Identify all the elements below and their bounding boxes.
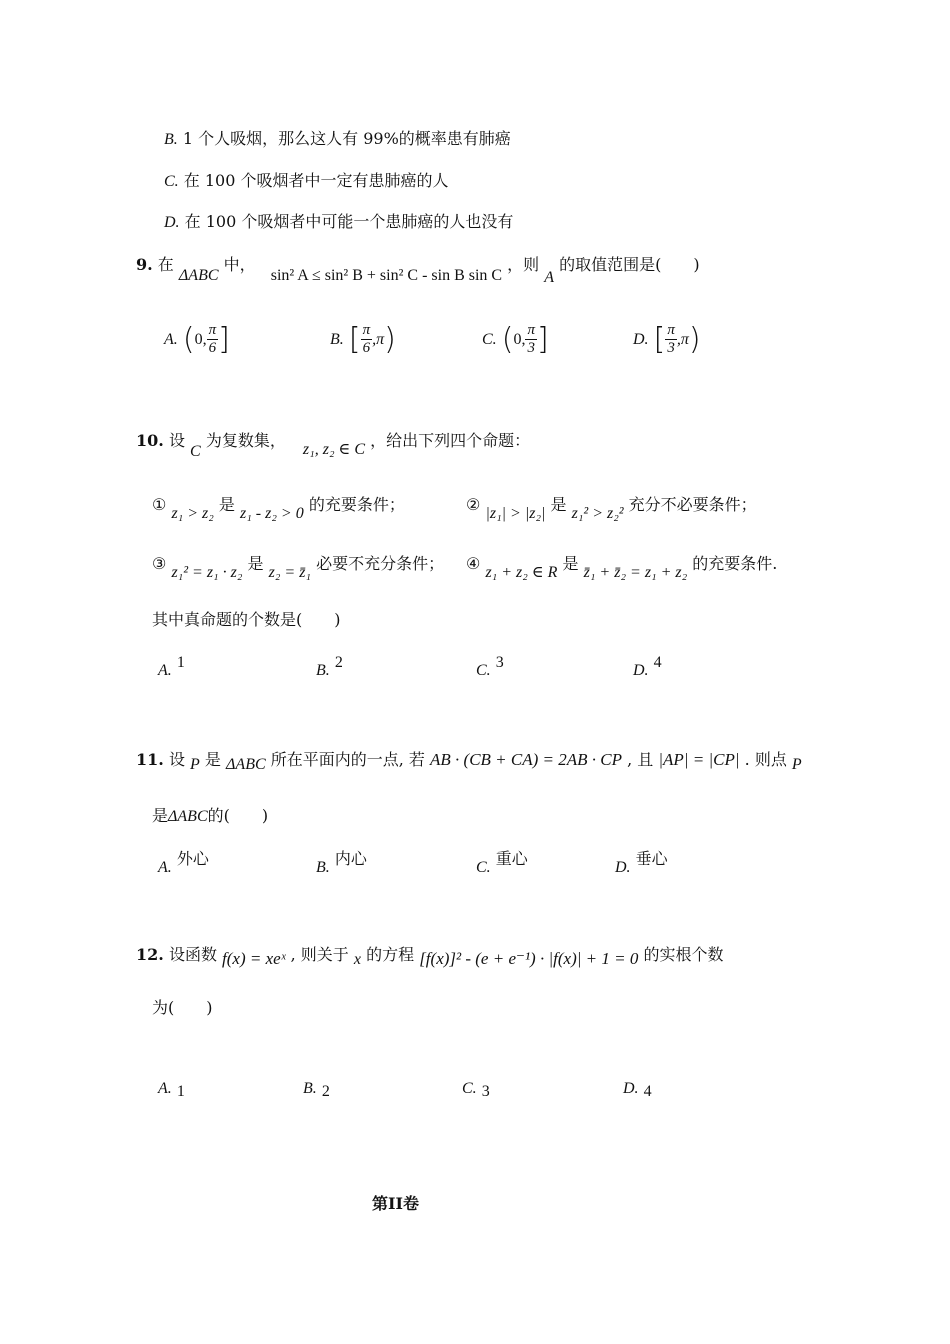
fraction: $\frac{\pi}{3}$ (527, 322, 535, 356)
bracket: ( (182, 322, 195, 357)
stem-text: 中， (223, 255, 256, 274)
bracket: ) (384, 322, 396, 357)
stem-text: 的取值范围是( ) (559, 255, 700, 274)
option-value: 内心 (334, 849, 367, 868)
text: 是 (550, 495, 567, 514)
option-value: 4 (643, 1083, 652, 1100)
text: 是 (247, 554, 264, 573)
stem-text: ，给出下列四个命题： (370, 431, 531, 450)
set-symbol: C (190, 443, 201, 460)
q10-proposition-2 (466, 494, 757, 522)
section-title: 第II卷 (372, 1194, 419, 1213)
point-symbol: P (791, 756, 802, 773)
condition-formula: sin² A ≤ sin² B + sin² C - sin B sin C (270, 267, 503, 284)
formula: z₁² = z₁ · z₂ (171, 564, 243, 581)
option-letter: B. (330, 331, 344, 348)
option-value: 3 (495, 654, 504, 671)
stem-text: 设 (168, 431, 185, 450)
text: 必要不充分条件； (316, 554, 445, 573)
q10-proposition-4 (466, 553, 778, 581)
proposition-mark: ④ (466, 554, 481, 573)
interval-part: 0, (513, 331, 526, 348)
option-letter: B. (303, 1080, 317, 1097)
option-letter: B. (164, 131, 178, 148)
point-symbol: P (190, 756, 200, 773)
fraction: $\frac{\pi}{3}$ (667, 322, 675, 356)
q12-option-a (158, 1078, 185, 1098)
fraction: $\frac{\pi}{6}$ (208, 322, 217, 356)
option-value: 外心 (176, 849, 209, 868)
stem-text: 是 (152, 806, 169, 825)
option-letter: A. (158, 662, 172, 679)
option-letter: C. (476, 859, 491, 876)
option-value: 3 (481, 1083, 490, 1100)
q12-stem-line1 (136, 944, 723, 967)
text: 的充要条件. (692, 554, 778, 573)
option-letter: B. (316, 662, 330, 679)
formula: z₁ + z₂ ∈ R (485, 564, 558, 581)
stem-text: 设 (168, 750, 185, 769)
q9-option-a (164, 322, 230, 357)
option-text: 1 个人吸烟，那么这人有 99%的概率患有肺癌 (182, 129, 511, 148)
option-letter: D. (623, 1080, 639, 1097)
option-value: 1 (176, 654, 185, 671)
q11-stem-line1 (136, 749, 802, 772)
option-value: 重心 (495, 849, 528, 868)
proposition-mark: ① (152, 495, 167, 514)
triangle-symbol: ΔABC (168, 808, 208, 825)
stem-text: , 且 (627, 750, 654, 769)
condition-formula: z₁, z₂ ∈ C (302, 441, 366, 458)
q8-option-b (164, 128, 511, 151)
q12-stem-line2: 为( ) (152, 998, 213, 1017)
option-letter: C. (164, 173, 179, 190)
triangle-symbol: ΔABC (226, 756, 266, 773)
option-letter: D. (615, 859, 631, 876)
q10-proposition-3 (152, 553, 445, 581)
option-letter: C. (482, 331, 497, 348)
q11-stem-line2 (152, 805, 268, 828)
option-letter: D. (633, 662, 649, 679)
stem-text: 在 (157, 255, 174, 274)
q10-question: 其中真命题的个数是( ) (152, 610, 341, 629)
stem-text: ，则 (507, 255, 540, 274)
q8-option-d (164, 211, 513, 234)
bracket: [ (653, 322, 666, 357)
option-letter: D. (633, 331, 649, 348)
question-number: 12. (136, 945, 164, 964)
fraction: $\frac{\pi}{6}$ (362, 322, 371, 356)
stem-text: 的方程 (366, 945, 415, 964)
bracket: ( (501, 322, 514, 357)
text: 是 (562, 554, 579, 573)
q12-option-b (303, 1078, 330, 1098)
formula: z₁² > z₂² (571, 505, 624, 522)
formula: z̄₁ + z̄₂ = z₁ + z₂ (583, 564, 688, 581)
stem-text: , 则关于 (290, 945, 349, 964)
option-letter: D. (164, 214, 180, 231)
option-letter: C. (476, 662, 491, 679)
q10-stem (136, 430, 531, 460)
variable: A (544, 269, 555, 286)
q11-option-d (615, 846, 668, 876)
option-text: 在 100 个吸烟者中可能一个患肺癌的人也没有 (184, 212, 514, 231)
proposition-mark: ② (466, 495, 481, 514)
variable: x (353, 951, 361, 968)
function-definition: f(x) = xeˣ (222, 949, 286, 968)
formula: |z₁| > |z₂| (485, 505, 546, 522)
q11-option-a (158, 846, 209, 876)
interval-part: ,π (676, 331, 689, 348)
option-text: 在 100 个吸烟者中一定有患肺癌的人 (183, 171, 449, 190)
interval-part: ,π (372, 331, 385, 348)
q12-option-c (462, 1078, 490, 1098)
formula: z₁ > z₂ (171, 505, 214, 522)
magnitude-equation: |AP| = |CP| (658, 750, 740, 769)
bracket: ) (688, 322, 701, 357)
option-letter: C. (462, 1080, 477, 1097)
stem-text: 的实根个数 (643, 945, 724, 964)
proposition-mark: ③ (152, 554, 167, 573)
option-letter: B. (316, 859, 330, 876)
q9-option-d (633, 322, 701, 357)
stem-text: . 则点 (744, 750, 787, 769)
q10-option-b (316, 652, 343, 679)
text: 是 (218, 495, 235, 514)
q10-option-c (476, 652, 504, 679)
question-number: 11. (136, 750, 164, 769)
q10-option-a (158, 652, 185, 679)
stem-text: 的( ) (207, 806, 269, 825)
option-letter: A. (158, 1080, 172, 1097)
option-value: 垂心 (635, 849, 668, 868)
bracket: [ (348, 322, 361, 357)
q11-option-c (476, 846, 528, 876)
q10-option-d (633, 652, 662, 679)
option-value: 2 (334, 654, 343, 671)
question-number: 9. (136, 255, 153, 274)
stem-text: 是 (204, 750, 221, 769)
vector-equation: AB · (CB + CA) = 2AB · CP (430, 750, 622, 769)
q11-option-b (316, 846, 367, 876)
formula: z₁ - z₂ > 0 (240, 505, 304, 522)
option-value: 2 (321, 1083, 330, 1100)
option-value: 1 (176, 1083, 185, 1100)
stem-text: 设函数 (168, 945, 217, 964)
text: 充分不必要条件； (628, 495, 757, 514)
equation: [f(x)]² - (e + e⁻¹) · |f(x)| + 1 = 0 (419, 949, 639, 968)
option-letter: A. (158, 859, 172, 876)
stem-text: 为复数集， (205, 431, 286, 450)
text: 的充要条件； (308, 495, 405, 514)
option-letter: A. (164, 331, 178, 348)
option-value: 4 (653, 654, 662, 671)
q9-option-c (482, 322, 549, 357)
q9-stem (136, 254, 700, 286)
question-number: 10. (136, 431, 164, 450)
interval-part: 0, (194, 331, 207, 348)
bracket: ] (537, 322, 549, 357)
q9-option-b (330, 322, 396, 357)
stem-text: 所在平面内的一点, 若 (270, 750, 425, 769)
q10-proposition-1 (152, 494, 405, 522)
triangle-symbol: ΔABC (178, 267, 219, 284)
formula: z₂ = z̄₁ (268, 564, 311, 581)
bracket: ] (218, 322, 230, 357)
q8-option-c (164, 170, 448, 193)
q12-option-d (623, 1078, 652, 1098)
